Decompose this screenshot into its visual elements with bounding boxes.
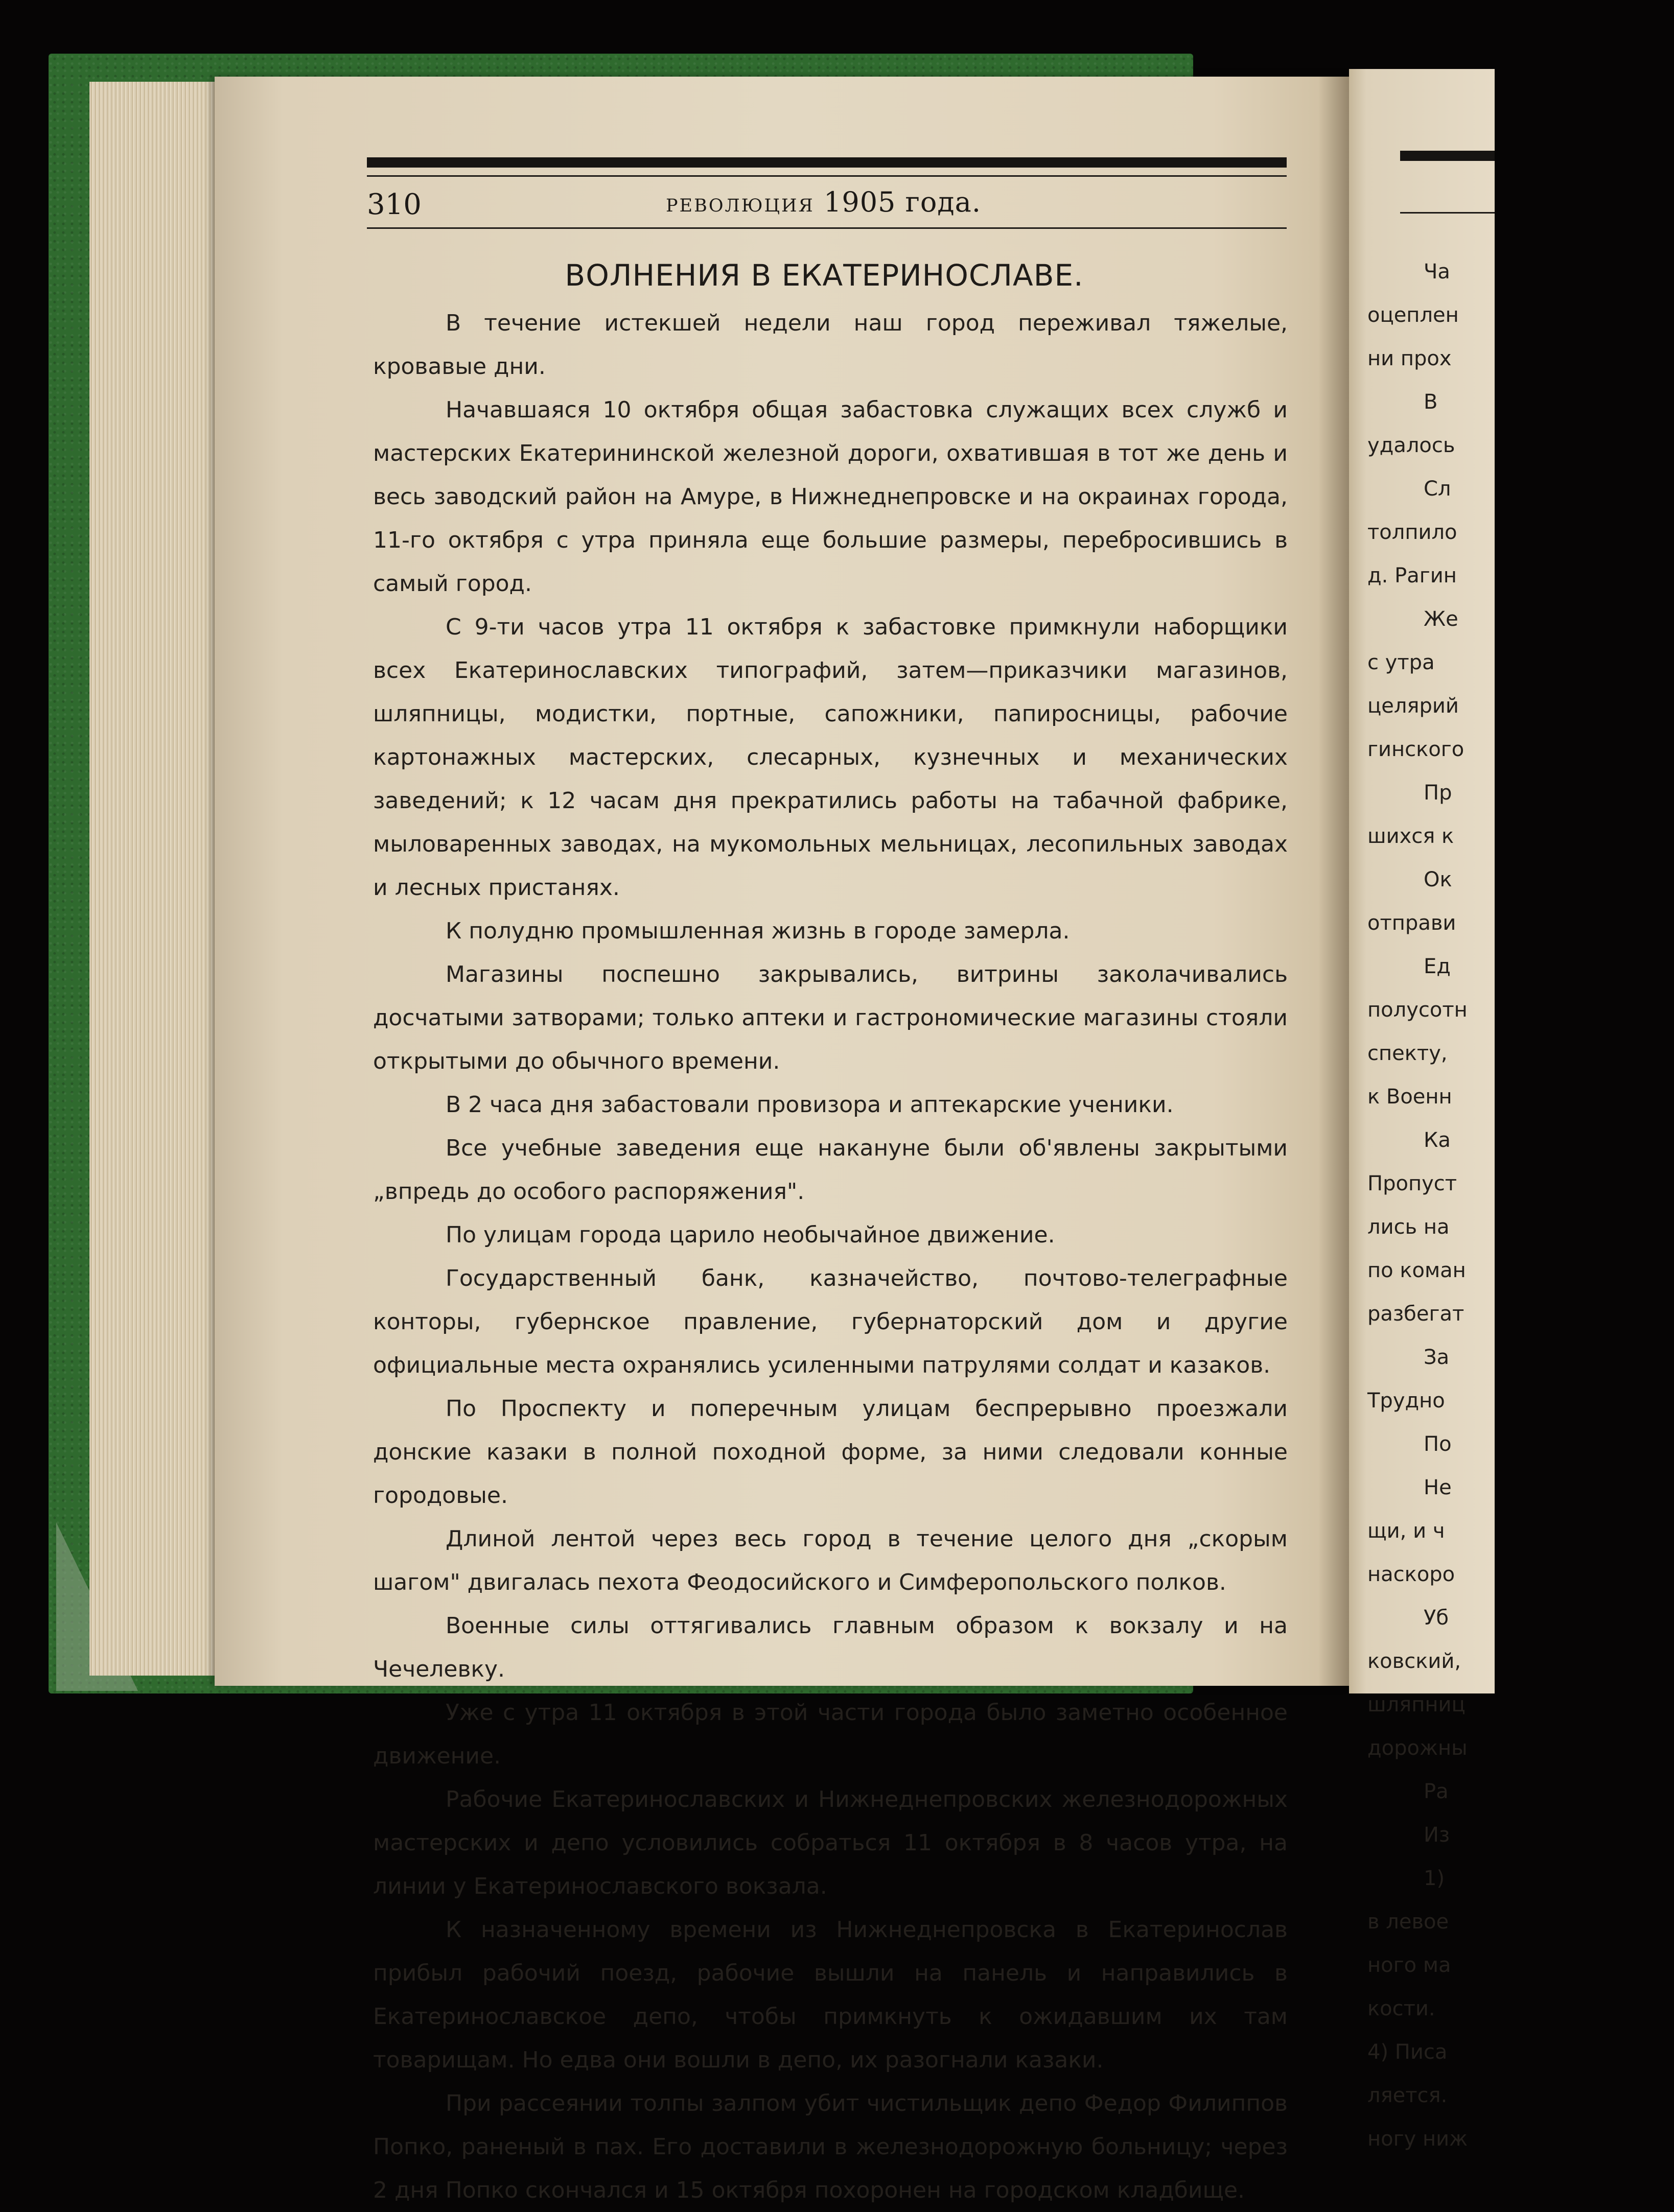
right-line: дорожны [1367, 1736, 1468, 1760]
right-header-bottom-rule [1400, 212, 1495, 214]
paragraph: Магазины поспешно закрывались, витрины заколачивались досчатыми затворами; только аптеки и гастрономические магазины стояли открытыми до обычного времени. [373, 961, 1288, 1074]
right-line: 4) Писа [1367, 2040, 1448, 2064]
article-body [373, 301, 1288, 2212]
right-line: За [1424, 1346, 1450, 1369]
right-line: толпило [1367, 521, 1457, 544]
right-line: кости. [1367, 1997, 1435, 2020]
right-page-text [1367, 250, 1674, 2161]
running-head [666, 186, 981, 218]
article-title: ВОЛНЕНИЯ В ЕКАТЕРИНОСЛАВЕ. [565, 258, 1084, 293]
right-line: полусотн [1367, 998, 1468, 1022]
paragraph: В течение истекшей недели наш город переживал тяжелые, кровавые дни. [373, 310, 1288, 380]
header-top-thin-rule [367, 175, 1287, 177]
paragraph: По улицам города царило необычайное движение. [446, 1222, 1055, 1248]
right-line: ного ма [1367, 1954, 1451, 1977]
right-line: с утра [1367, 651, 1435, 674]
paragraph: Длиной лентой через весь город в течение целого дня „скорым шагом" двигалась пехота Феодосийского и Симферопольского полков. [373, 1526, 1288, 1595]
right-line: Ок [1424, 868, 1452, 891]
page-header [367, 184, 1287, 225]
right-line: ляется. [1367, 2084, 1448, 2107]
running-head-year: 1905 [823, 186, 896, 218]
right-line: Ча [1424, 260, 1450, 284]
paragraph: С 9-ти часов утра 11 октября к забастовке примкнули наборщики всех Екатеринославских типографий, затем—приказчики магазинов, шляпницы, модистки, портные, сапожники, папиросницы, рабочие картонажных мастерских, слесарных, кузнечных и механических заведений; к 12 часам дня прекратились работы на табачной фабрике, мыловаренных заводах, на мукомольных мельницах, лесопильных заводах и лесных пристанях. [373, 614, 1288, 901]
right-line: удалось [1367, 434, 1455, 457]
right-line: Сл [1424, 477, 1451, 501]
paragraph: К полудню промышленная жизнь в городе замерла. [446, 918, 1070, 944]
right-line: ни прох [1367, 347, 1452, 370]
right-line: По [1424, 1432, 1452, 1456]
right-line: Пропуст [1367, 1172, 1457, 1195]
right-line: щи, и ч [1367, 1519, 1445, 1543]
right-line: 1) [1424, 1867, 1445, 1890]
right-line: Ка [1424, 1128, 1451, 1152]
paragraph: Все учебные заведения еще накануне были об'явлены закрытыми „впредь до особого распоряжения". [373, 1135, 1288, 1205]
paragraph: К назначенному времени из Нижнеднепровска в Екатеринослав прибыл рабочий поезд, рабочие вышли на панель и направились в Екатеринославское депо, чтобы примкнуть к ожидавшим их там товарищам. Но едва они вошли в депо, их разогнали казаки. [373, 1917, 1288, 2073]
right-line: Не [1424, 1476, 1452, 1499]
right-line: оцеплен [1367, 303, 1459, 327]
right-line: Ра [1424, 1780, 1449, 1803]
paragraph: Государственный банк, казначейство, почтово-телеграфные конторы, губернское правление, губернаторский дом и другие официальные места охранялись усиленными патрулями солдат и казаков. [373, 1265, 1288, 1378]
right-line: отправи [1367, 911, 1456, 935]
paragraph: По Проспекту и поперечным улицам беспрерывно проезжали донские казаки в полной походной форме, за ними следовали конные городовые. [373, 1396, 1288, 1509]
right-line: Же [1424, 607, 1458, 631]
right-header-thick-rule [1400, 151, 1495, 161]
right-line: Трудно [1367, 1389, 1445, 1413]
right-line: В [1424, 390, 1438, 414]
right-line: целярий [1367, 694, 1459, 718]
right-line: ногу ниж [1367, 2127, 1468, 2151]
right-line: гинского [1367, 738, 1464, 761]
right-line: д. Рагин [1367, 564, 1457, 587]
right-page [1349, 69, 1495, 2151]
right-line: в левое [1367, 1910, 1449, 1934]
running-head-word: революция [666, 188, 815, 218]
paragraph: Уже с утра 11 октября в этой части города было заметно особенное движение. [373, 1700, 1288, 1769]
right-line: Ед [1424, 955, 1451, 978]
right-line: разбегат [1367, 1302, 1464, 1326]
right-line: шляпниц [1367, 1693, 1466, 1716]
right-line: наскоро [1367, 1563, 1455, 1586]
paragraph: Военные силы оттягивались главным образом к вокзалу и на Чечелевку. [373, 1613, 1288, 1682]
header-bottom-rule [367, 227, 1287, 229]
right-line: лись на [1367, 1215, 1450, 1239]
paragraph: В 2 часа дня забастовали провизора и аптекарские ученики. [446, 1092, 1174, 1118]
paragraph: Рабочие Екатеринославских и Нижнеднепровских железнодорожных мастерских и депо условились собраться 11 октября в 8 часов утра, на линии у Екатеринославского вокзала. [373, 1786, 1288, 1899]
right-line: по коман [1367, 1259, 1466, 1282]
right-line: ковский, [1367, 1650, 1461, 1673]
running-head-tail: года. [905, 186, 982, 218]
paragraph: При рассеянии толпы залпом убит чистильщик депо Федор Филиппов Попко, раненый в пах. Его доставили в железнодорожную больницу; через 2 дня Попко скончался и 15 октября похоронен на городском кладбище. [373, 2090, 1288, 2203]
right-line: спекту, [1367, 1042, 1448, 1065]
right-line: шихся к [1367, 825, 1454, 848]
page-number: 310 [367, 188, 422, 221]
header-thick-rule [367, 157, 1287, 168]
right-line: Пр [1424, 781, 1452, 805]
right-line: Уб [1424, 1606, 1449, 1630]
right-line: Из [1424, 1823, 1450, 1847]
paragraph: Начавшаяся 10 октября общая забастовка служащих всех служб и мастерских Екатерининской железной дороги, охватившая в тот же день и весь заводский район на Амуре, в Нижнеднепровске и на окраинах города, 11-го октября с утра приняла еще большие размеры, перебросившись в самый город. [373, 397, 1288, 597]
right-line: к Военн [1367, 1085, 1452, 1109]
